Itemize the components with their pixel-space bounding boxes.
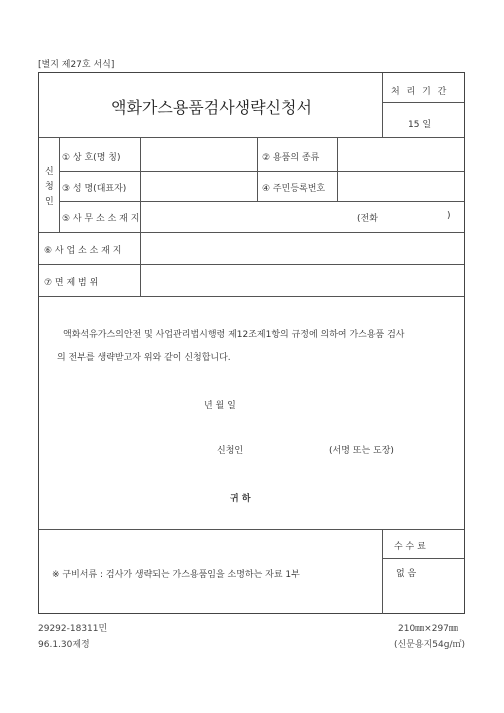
label-office-address: ⑤ 사 무 소 소 재 지 — [62, 214, 140, 224]
divider-row3 — [39, 232, 464, 233]
documents-note: ※ 구비서류 : 검사가 생략되는 가스용품임을 소명하는 자료 1부 — [52, 570, 300, 580]
label-exemption-scope: ⑦ 면 제 범 위 — [44, 278, 99, 288]
label-representative: ③ 성 명(대표자) — [62, 184, 127, 194]
divider-fee-left — [382, 529, 383, 614]
form-id: [별지 제27호 서식] — [38, 60, 115, 70]
footer-paper: (신문용지54g/㎡) — [394, 640, 465, 650]
form-title: 액화가스용품검사생략신청서 — [111, 98, 312, 117]
divider-row2 — [59, 201, 464, 202]
footer-size: 210㎜×297㎜ — [398, 624, 458, 634]
divider-processing — [382, 102, 464, 103]
divider-label-col — [140, 137, 141, 296]
divider-row4 — [39, 264, 464, 265]
processing-header: 처 리 기 간 — [391, 87, 449, 97]
divider-footer — [39, 529, 464, 530]
label-business-address: ⑥ 사 업 소 소 재 지 — [44, 246, 122, 256]
phone-close: ) — [447, 211, 451, 221]
fee-header: 수 수 료 — [394, 542, 426, 552]
divider-row1 — [59, 171, 464, 172]
divider-row5 — [39, 296, 464, 297]
divider-header — [39, 137, 464, 138]
form-frame — [38, 72, 465, 614]
label-product-type: ② 용품의 종류 — [262, 153, 320, 163]
applicant-label: 신청인 — [217, 446, 244, 456]
divider-title-right — [382, 73, 383, 137]
divider-mid-col — [257, 137, 258, 201]
date-line: 년 월 일 — [204, 401, 236, 411]
signature-note: (서명 또는 도장) — [329, 446, 394, 456]
footer-code: 29292-18311민 — [38, 624, 108, 634]
addressee: 귀 하 — [230, 494, 251, 504]
applicant-char-1: 신 — [45, 167, 54, 177]
divider-fee — [382, 558, 464, 559]
body-line-2: 의 전부를 생략받고자 위와 같이 신청합니다. — [57, 353, 231, 363]
divider-applicant — [59, 137, 60, 232]
processing-value: 15 일 — [408, 120, 432, 130]
phone-open: (전화 — [357, 214, 378, 224]
fee-value: 없 음 — [396, 569, 417, 579]
footer-date: 96.1.30제정 — [38, 640, 90, 650]
body-line-1: 액화석유가스의안전 및 사업관리법시행령 제12조제1항의 규정에 의하여 가스용품 검사 — [63, 330, 405, 340]
divider-mid-col2 — [337, 137, 338, 201]
applicant-char-3: 인 — [45, 197, 54, 207]
label-resident-no: ④ 주민등록번호 — [262, 184, 326, 194]
applicant-char-2: 청 — [45, 182, 54, 192]
label-name: ① 상 호(명 칭) — [62, 153, 121, 163]
